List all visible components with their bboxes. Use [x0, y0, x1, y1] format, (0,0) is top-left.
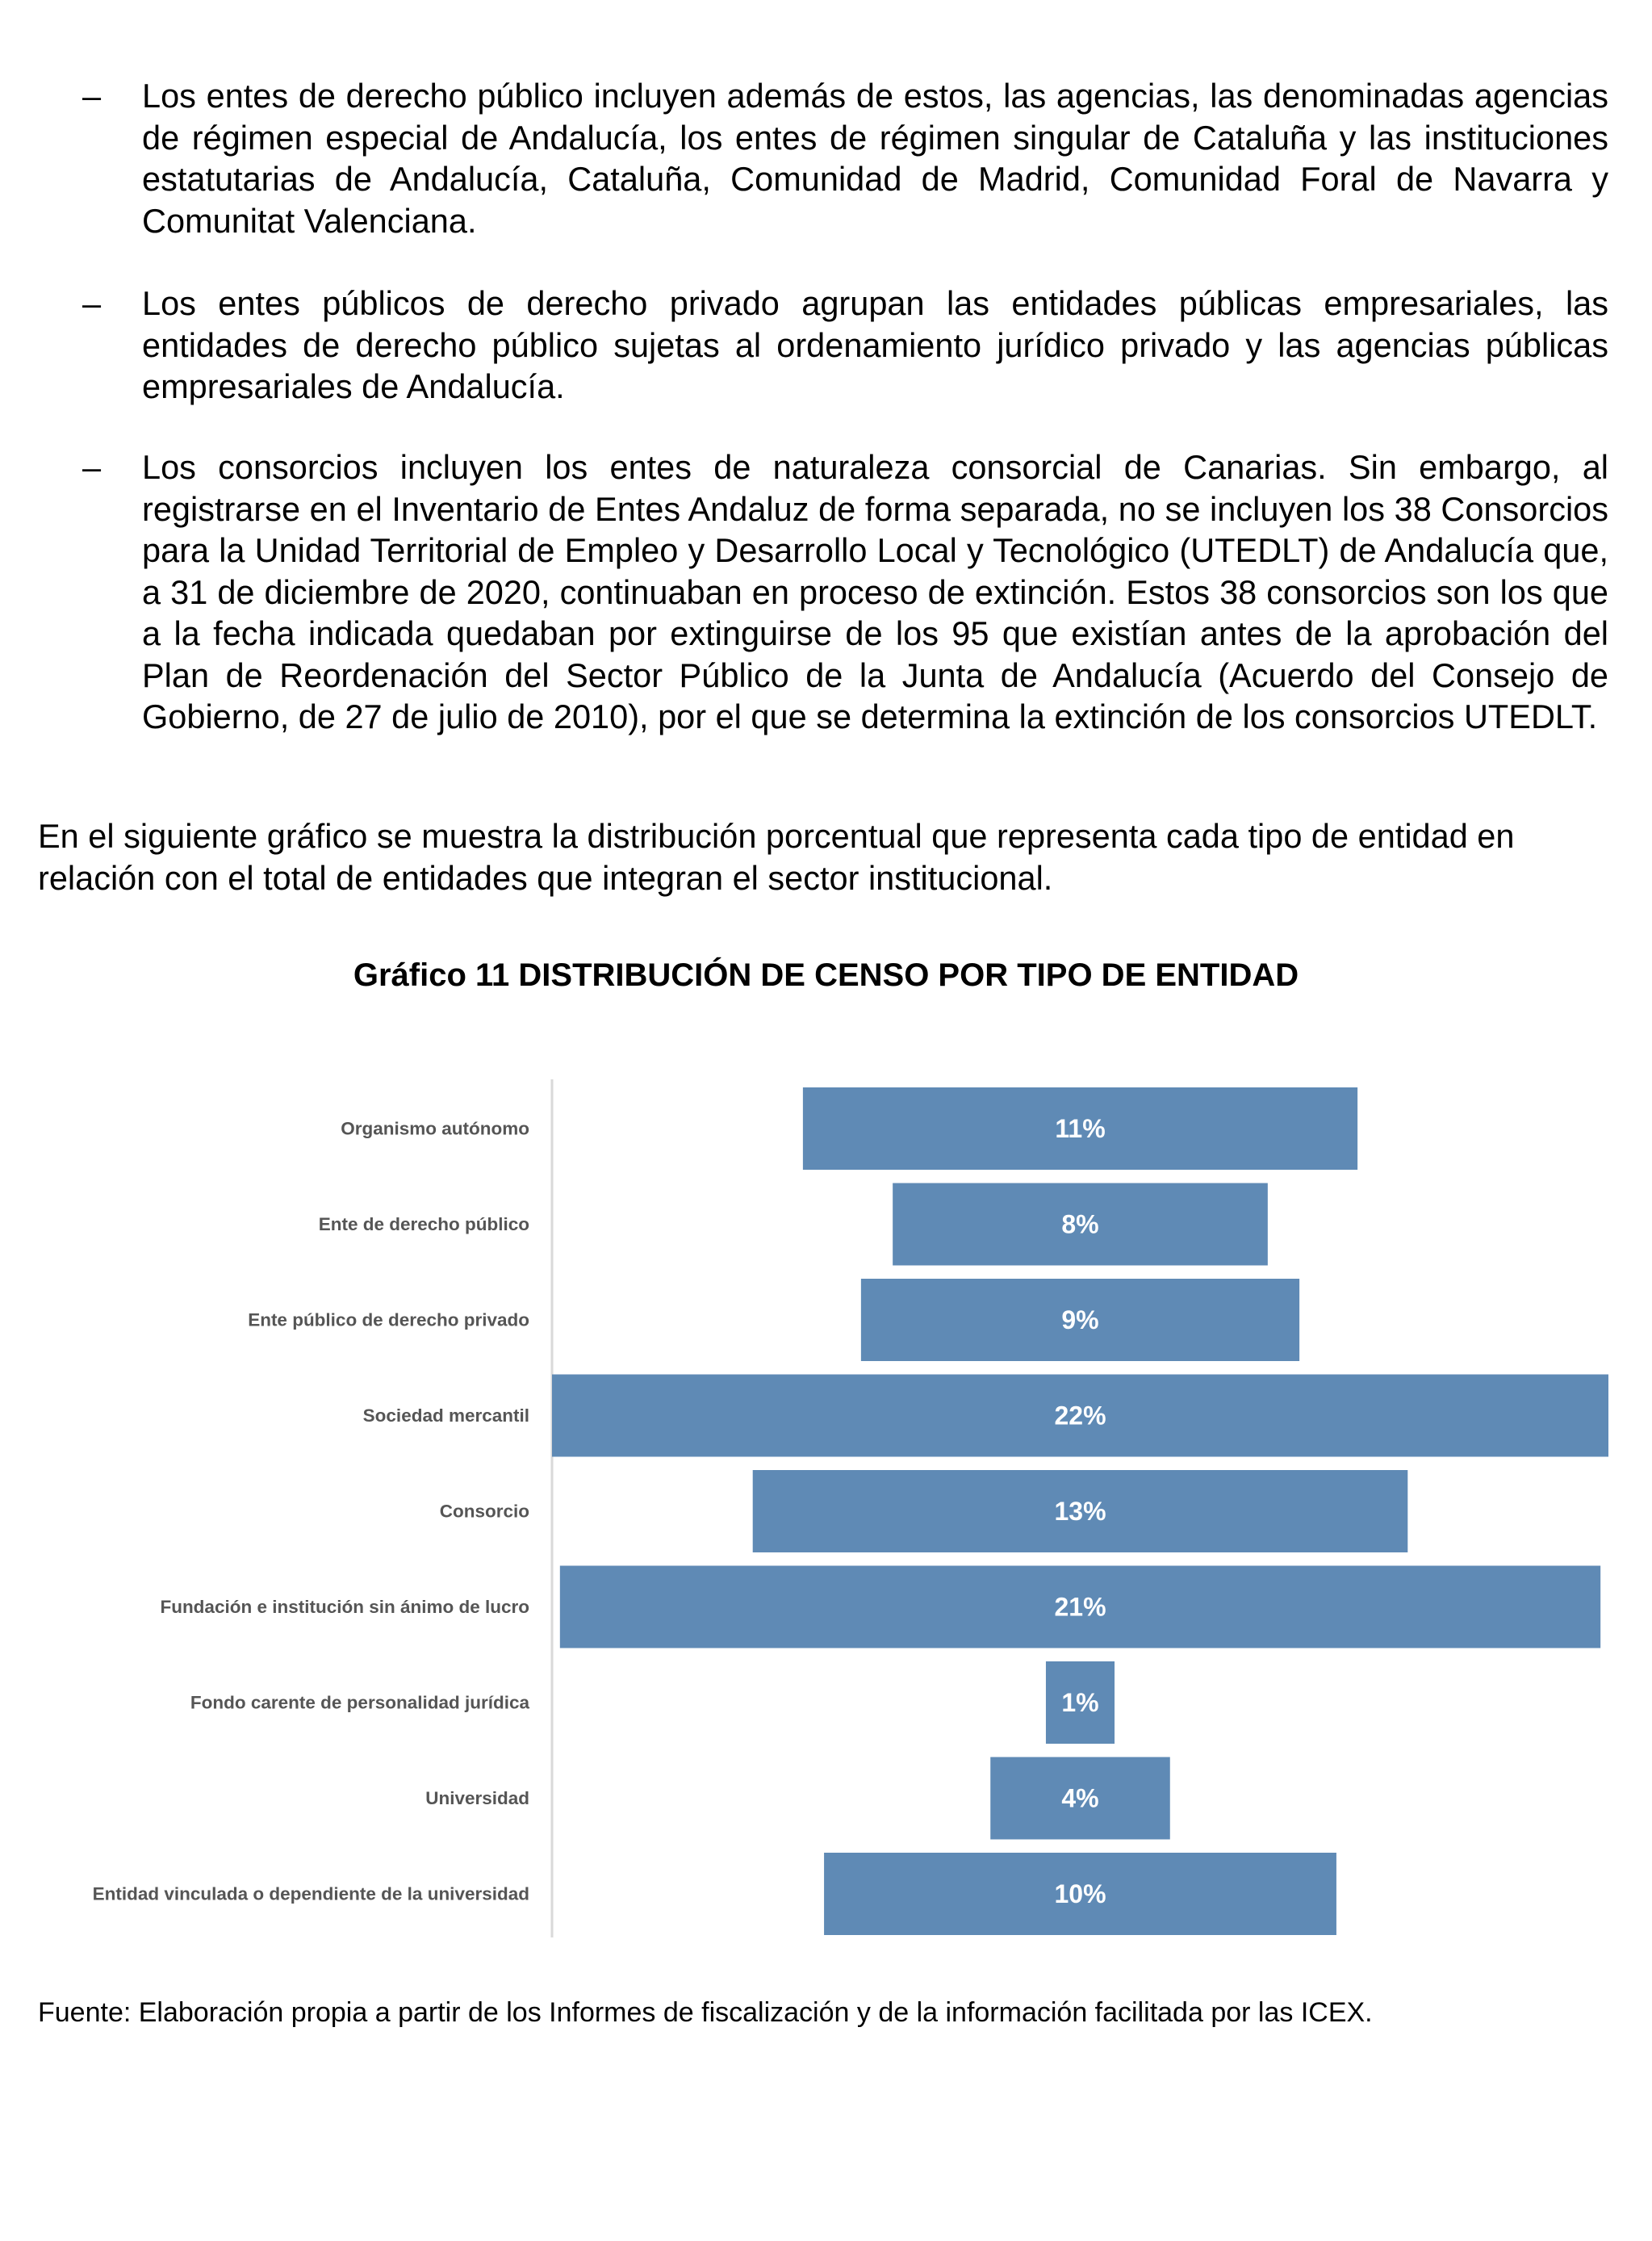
bullet-text: Los entes públicos de derecho privado agrupan las entidades públicas empresariales, las entidades de derecho público sujetas al ordenamiento jurídico privado y las agencias públicas empresariales de Andalucía.: [142, 284, 1608, 405]
bullet-marker: –: [82, 77, 102, 115]
category-label: Entidad vinculada o dependiente de la universidad: [92, 1883, 529, 1904]
bullet-marker: –: [82, 448, 102, 486]
intro-paragraph: En el siguiente gráfico se muestra la distribución porcentual que representa cada tipo de entidad en relación con el total de entidades que integran el sector institucional.: [38, 817, 1515, 897]
category-label: Fondo carente de personalidad jurídica: [190, 1692, 529, 1713]
category-label: Organismo autónomo: [341, 1118, 529, 1139]
bullet-item: [82, 75, 1608, 245]
funnel-bar-chart: [0, 1049, 1652, 1946]
category-label: Ente de derecho público: [318, 1214, 529, 1234]
data-label: 1%: [1061, 1688, 1099, 1717]
data-label: 4%: [1061, 1783, 1099, 1813]
data-label: 13%: [1054, 1497, 1106, 1526]
category-label: Sociedad mercantil: [362, 1405, 529, 1426]
data-label: 9%: [1061, 1305, 1099, 1334]
data-label: 22%: [1054, 1401, 1106, 1430]
source-note: Fuente: Elaboración propia a partir de los Informes de fiscalización y de la información facilitada por las ICEX.: [38, 1997, 1373, 2028]
category-label: Universidad: [425, 1788, 529, 1808]
data-label: 11%: [1055, 1114, 1106, 1143]
bullet-item: [82, 283, 1608, 412]
bullet-text: Los consorcios incluyen los entes de naturaleza consorcial de Canarias. Sin embargo, al registrarse en el Inventario de Entes Andaluz de forma separada, no se incluyen los 38 Consorcios para la Unidad Territorial de Empleo y Desarrollo Local y Tecnológico (UTEDLT) de Andalucía que, a 31 de diciembre de 2020, continuaban en proceso de extinción. Estos 38 consorcios son los que a la fecha indicada quedaban por extinguirse de los 95 que existían antes de la aprobación del Plan de Reordenación del Sector Público de la Junta de Andalucía (Acuerdo del Consejo de Gobierno, de 27 de julio de 2010), por el que se determina la extinción de los consorcios UTEDLT.: [142, 448, 1608, 735]
category-label: Ente público de derecho privado: [248, 1309, 529, 1330]
category-label: Fundación e institución sin ánimo de lucro: [160, 1597, 529, 1617]
bullet-marker: –: [82, 284, 102, 322]
data-label: 21%: [1054, 1592, 1106, 1622]
bullet-text: Los entes de derecho público incluyen además de estos, las agencias, las denominadas agencias de régimen especial de Andalucía, los entes de régimen singular de Cataluña y las instituciones estatutarias de Andalucía, Cataluña, Comunidad de Madrid, Comunidad Foral de Navarra y Comunitat Valenciana.: [142, 77, 1608, 240]
chart-title: Gráfico 11 DISTRIBUCIÓN DE CENSO POR TIPO DE ENTIDAD: [353, 957, 1299, 993]
data-label: 10%: [1054, 1879, 1106, 1908]
category-label: Consorcio: [439, 1501, 529, 1522]
bullet-item: [82, 446, 1608, 785]
data-label: 8%: [1061, 1209, 1099, 1239]
